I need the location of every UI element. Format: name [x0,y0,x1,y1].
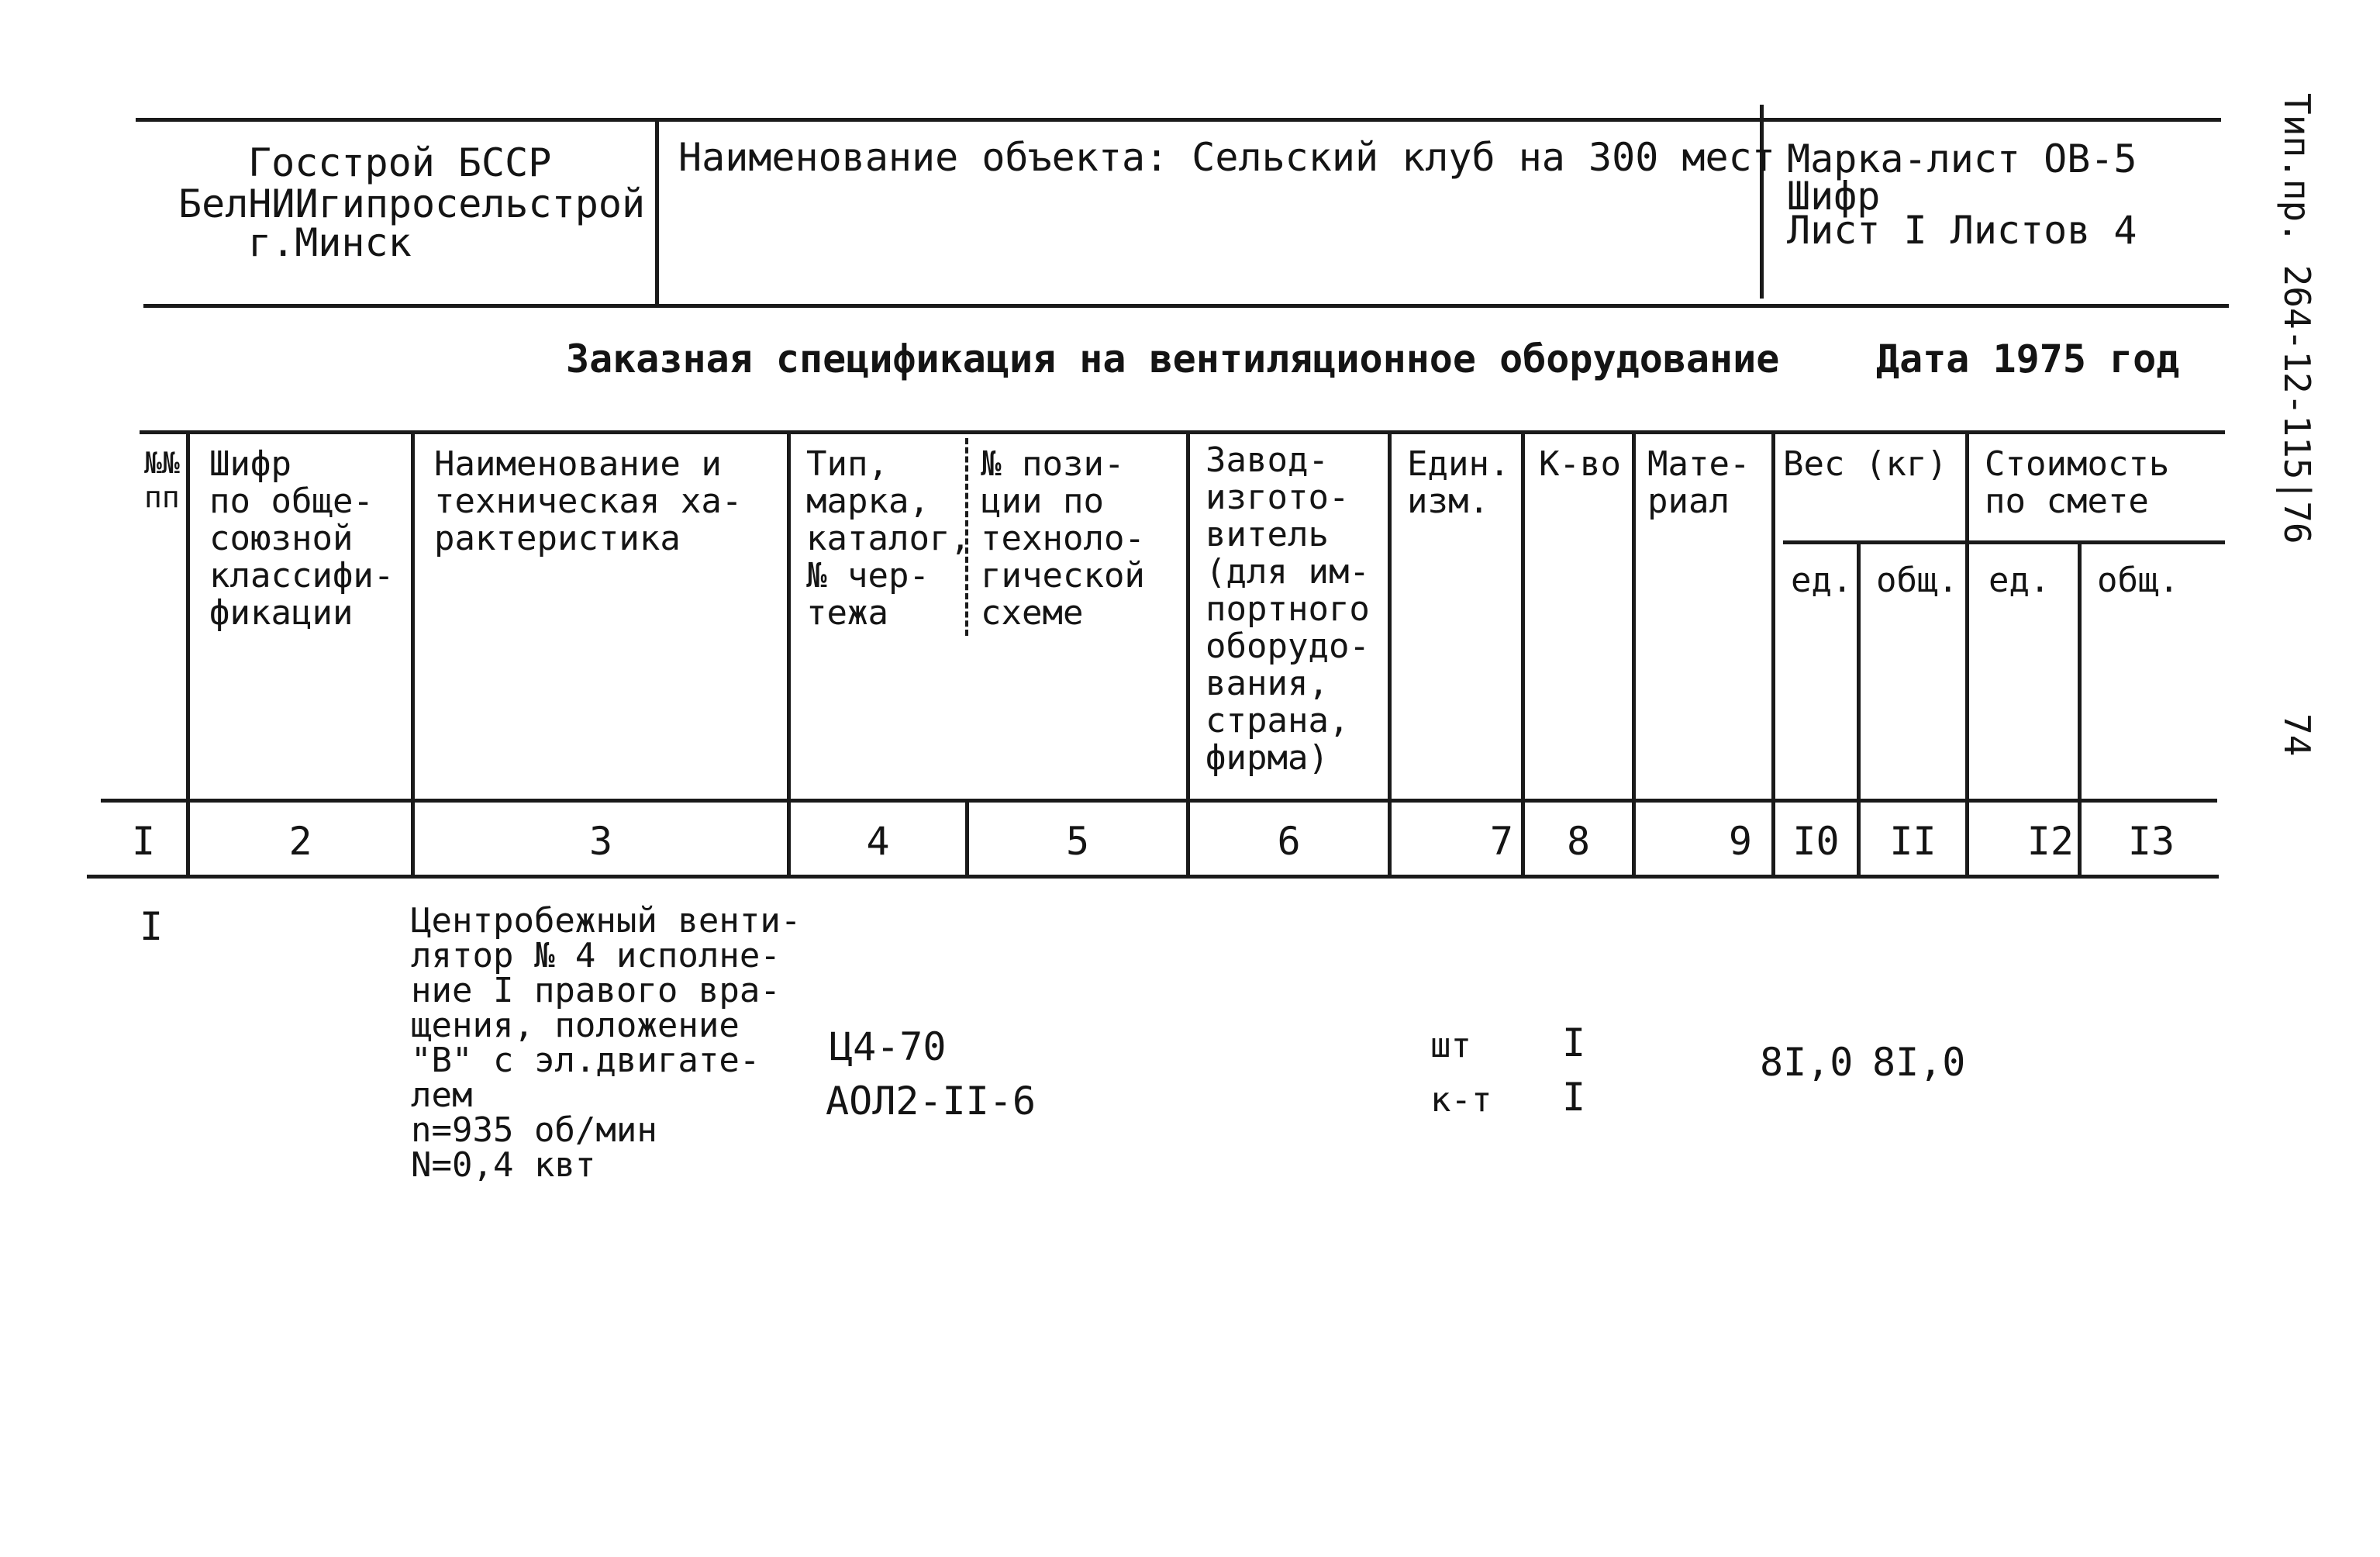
col-number-7: 7 [1489,819,1513,864]
col-sep-6 [1388,430,1392,876]
col-sep-5 [1186,430,1190,876]
col-number-5: 5 [1065,819,1090,864]
col-header-number: №№ пп [144,446,180,514]
col-header-cipher: Шифр по обще- союзной классифи- фикации [209,444,395,633]
row-1-number: I [140,904,164,949]
row-1-name: Центробежный венти- лятор № 4 исполне- ние I правого вра- щения, положение "В" с эл.двигате- лем n=935 об/мин N=0,4 квт [411,901,802,1185]
col-header-cost: Стоимость по смете [1985,444,2170,521]
table-numbers-bottom-line [87,875,2219,879]
org-city: г.Минск [248,220,412,265]
row-1-qty-1: I [1562,1020,1586,1065]
table-header-bottom-line [101,799,2217,803]
project-code-label: Тип.пр. 264-12-115|76 [2276,93,2318,544]
col-sep-11 [1965,430,1969,876]
row-1-weight-unit: 8I,0 [1760,1040,1854,1085]
row-1-type-motor: АОЛ2-II-6 [826,1079,1036,1124]
col-header-weight: Вес (кг) [1783,444,1947,484]
col-number-4: 4 [866,819,890,864]
col-sep-2 [411,430,415,876]
col-sep-3 [787,430,791,876]
col-number-8: 8 [1566,819,1591,864]
mark-sheet: Марка-лист ОВ-5 [1787,136,2137,181]
row-1-unit-1: шт [1430,1026,1471,1065]
col-header-cost-unit: ед. [1989,561,2051,600]
row-1-unit-2: к-т [1430,1080,1492,1120]
col-sep-9 [1771,430,1775,876]
col-header-material: Мате- риал [1647,444,1751,521]
spec-date: Дата 1975 год [1876,337,2180,381]
header-bottom-line [143,304,2229,308]
col-sep-7 [1521,430,1525,876]
col-number-10: I0 [1792,819,1840,864]
table-top-line [140,430,2225,434]
page-number-label: 74 [2276,713,2318,757]
col-header-unit: Един. изм. [1407,444,1510,521]
col-header-manufacturer: Завод- изгото- витель (для им- портного оборудо- вания, страна, фирма) [1206,440,1370,778]
row-1-type-fan: Ц4-70 [830,1024,947,1069]
org-name: Госстрой БССР [248,140,552,185]
col-number-12: I2 [2026,819,2074,864]
col-header-cost-total: общ. [2097,561,2179,600]
col-number-2: 2 [288,819,312,864]
col-number-1: I [131,819,156,864]
header-top-line [136,118,2221,122]
col-header-weight-unit: ед. [1791,561,1853,600]
col-number-11: II [1889,819,1937,864]
object-name: Наименование объекта: Сельский клуб на 300 мест [678,135,1775,180]
header-divider-1 [655,120,659,306]
col-sep-8 [1632,430,1636,876]
col-header-name: Наименование и техническая ха- рактеристика [434,444,743,558]
col-header-type: Тип, марка, каталог, № чер- тежа [806,444,971,633]
cipher-label: Шифр [1787,174,1881,219]
col-sep-1 [186,430,190,876]
table-subheader-line [1783,540,2225,544]
spec-title: Заказная спецификация на вентиляционное оборудование [566,337,1780,381]
row-1-weight-total: 8I,0 [1872,1040,1966,1085]
sheet-count: Лист I Листов 4 [1787,208,2137,253]
col-number-9: 9 [1728,819,1752,864]
col-header-position: № пози- ции по техноло- гической схеме [981,444,1145,633]
row-1-qty-2: I [1562,1075,1586,1120]
org-institute: БелНИИгипросельстрой [178,181,646,226]
col-header-weight-total: общ. [1876,561,1958,600]
col-number-6: 6 [1277,819,1301,864]
col-number-3: 3 [588,819,613,864]
header-divider-2 [1760,105,1764,299]
col-header-quantity: К-во [1539,444,1621,484]
side-margin [2233,93,2326,791]
col-number-13: I3 [2127,819,2175,864]
